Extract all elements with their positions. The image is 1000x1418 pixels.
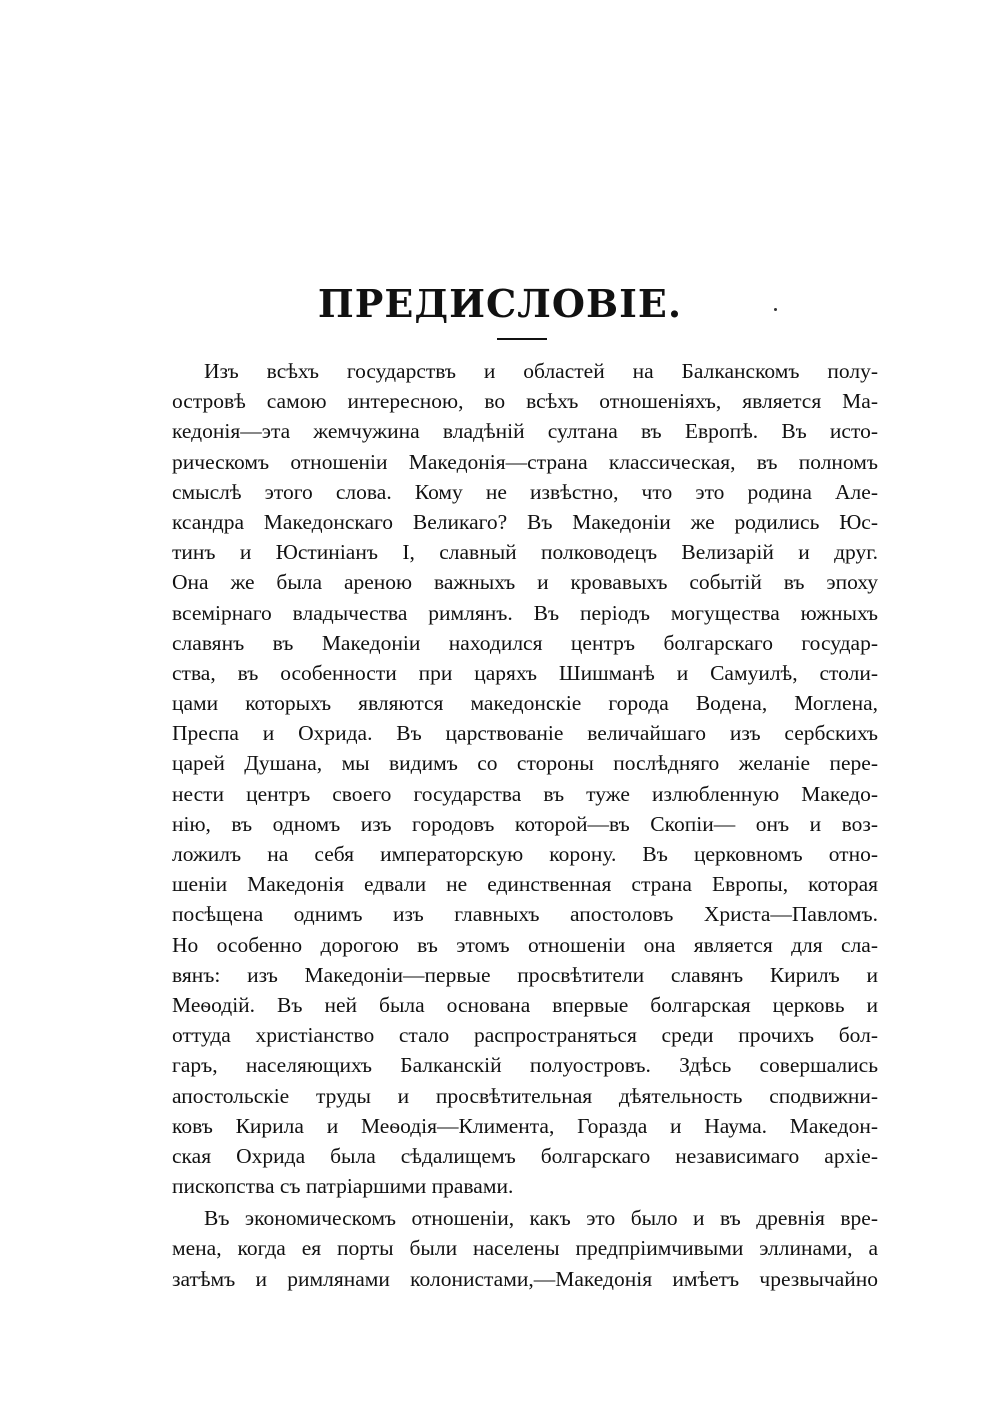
paragraph-2: [172, 1203, 878, 1294]
ink-speck: [774, 308, 777, 311]
text-line: пископства съ патріаршими правами.: [172, 1174, 514, 1199]
text-line: шеніи Македонія едвали не единственная страна Европы, которая: [172, 872, 878, 897]
text-line: Меѳодій. Въ ней была основана впервые болгарская церковь и: [172, 992, 878, 1017]
text-line: вянъ: изъ Македоніи—первые просвѣтители славянъ Кирилъ и: [172, 962, 878, 987]
text-line: кедонія—эта жемчужина владѣній султана въ Европѣ. Въ исто-: [172, 419, 878, 444]
text-line: царей Душана, мы видимъ со стороны послѣдняго желаніе пере-: [172, 751, 878, 776]
text-line: смыслѣ этого слова. Кому не извѣстно, что это родина Але-: [172, 479, 878, 504]
text-line: Въ экономическомъ отношеніи, какъ это было и въ древнія вре-: [204, 1206, 878, 1231]
text-line: Она же была ареною важныхъ и кровавыхъ событій въ эпоху: [172, 570, 878, 595]
paragraph-1: [172, 356, 878, 1201]
text-line: оттуда христіанство стало распространяться среди прочихъ бол-: [172, 1023, 878, 1048]
text-line: ская Охрида была сѣдалищемъ болгарскаго независимаго архіе-: [172, 1143, 878, 1168]
text-line: рическомъ отношеніи Македонія—страна классическая, въ полномъ: [172, 449, 878, 474]
text-line: затѣмъ и римлянами колонистами,—Македонія имѣетъ чрезвычайно: [172, 1266, 878, 1291]
text-line: нести центръ своего государства въ туже излюбленную Македо-: [172, 781, 878, 806]
text-line: гаръ, населяющихъ Балканскій полуостровъ. Здѣсь совершались: [172, 1053, 878, 1078]
text-line: посѣщена однимъ изъ главныхъ апостоловъ Христа—Павломъ.: [172, 902, 878, 927]
text-line: цами которыхъ являются македонскіе города Водена, Моглена,: [172, 691, 878, 716]
text-line: Преспа и Охрида. Въ царствованіе величайшаго изъ сербскихъ: [172, 721, 878, 746]
text-line: апостольскіе труды и просвѣтительная дѣятельность сподвижни-: [172, 1083, 878, 1108]
text-line: тинъ и Юстиніанъ I, славный полководецъ Велизарій и друг.: [172, 540, 878, 565]
text-line: славянъ въ Македоніи находился центръ болгарскаго государ-: [172, 630, 878, 655]
text-line: всемірнаго владычества римлянъ. Въ періодъ могущества южныхъ: [172, 600, 878, 625]
chapter-title: ПРЕДИСЛОВІЕ.: [317, 281, 683, 326]
text-line: ксандра Македонскаго Великаго? Въ Македоніи же родились Юс-: [172, 509, 878, 534]
text-line: ложилъ на себя императорскую корону. Въ церковномъ отно-: [172, 842, 878, 866]
text-line: Изъ всѣхъ государствъ и областей на Балканскомъ полу-: [204, 359, 878, 383]
text-line: ковъ Кирила и Меѳодія—Климента, Горазда и Наума. Македон-: [172, 1113, 878, 1138]
text-line: островѣ самою интересною, во всѣхъ отношеніяхъ, является Ма-: [172, 389, 878, 414]
text-line: мена, когда ея порты были населены предпріимчивыми эллинами, а: [172, 1236, 878, 1261]
text-line: нію, въ одномъ изъ городовъ которой—въ Скопіи— онъ и воз-: [172, 811, 878, 836]
text-line: ства, въ особенности при царяхъ Шишманѣ и Самуилѣ, столи-: [172, 660, 878, 685]
body-text: [172, 356, 878, 1294]
title-rule: [497, 338, 547, 340]
text-line: Но особенно дорогою въ этомъ отношеніи она является для сла-: [172, 932, 878, 957]
